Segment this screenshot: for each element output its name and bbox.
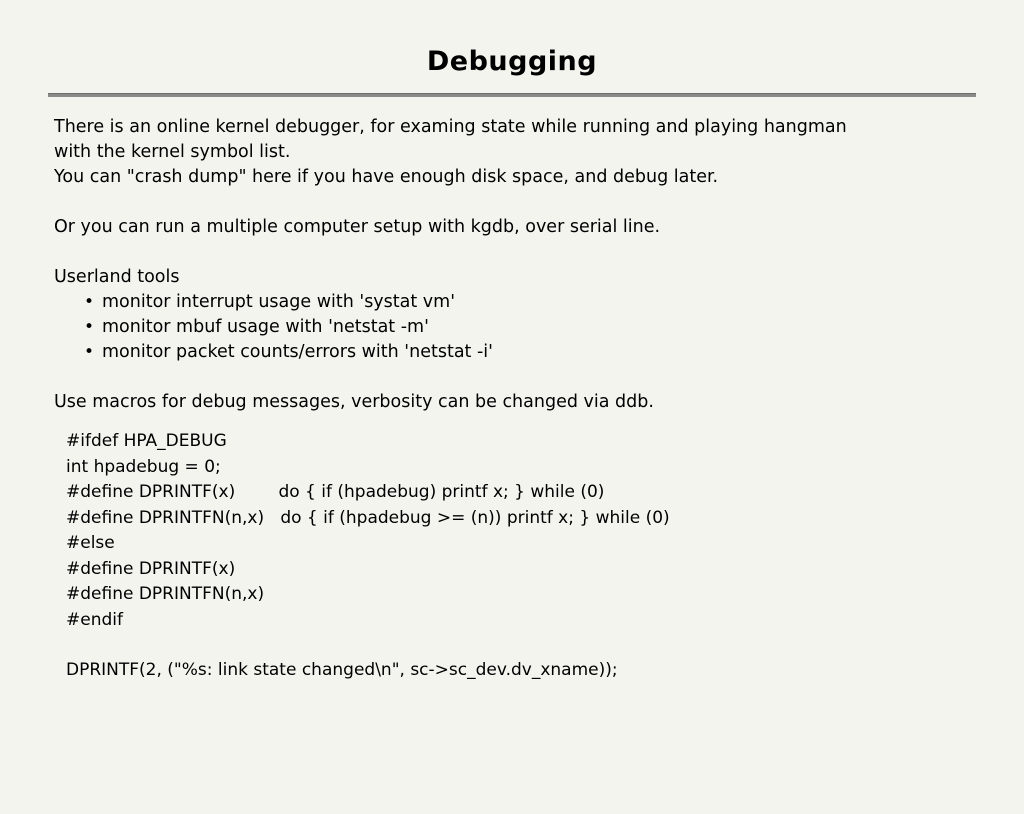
paragraph-line: Use macros for debug messages, verbosity can be changed via ddb. [54, 392, 654, 412]
paragraph-line: with the kernel symbol list. [54, 142, 291, 162]
bullet-list [54, 290, 972, 365]
code-line: #endif [66, 609, 123, 630]
code-line: #define DPRINTF(x) [66, 558, 236, 579]
spacer [54, 365, 972, 390]
spacer [54, 190, 972, 215]
code-line: #define DPRINTFN(n,x) [66, 584, 265, 604]
list-item: • monitor mbuf usage with 'netstat -m' [80, 315, 972, 340]
paragraph-line: Userland tools [54, 267, 180, 287]
paragraph-userland-tools [54, 265, 972, 290]
code-block [54, 429, 972, 684]
code-line: int hpadebug = 0; [66, 456, 221, 477]
paragraph-intro [54, 115, 972, 190]
slide-body [0, 115, 1024, 684]
paragraph-line: You can "crash dump" here if you have enough disk space, and debug later. [54, 167, 719, 187]
code-line: #else [66, 533, 115, 553]
list-item: • monitor interrupt usage with 'systat vm' [80, 290, 972, 315]
code-line: #define DPRINTFN(n,x) do { if (hpadebug >= (n)) printf x; } while (0) [66, 507, 670, 528]
slide [0, 46, 1024, 814]
spacer [66, 633, 972, 658]
spacer [54, 240, 972, 265]
page-title: Debugging [426, 46, 598, 77]
paragraph-macros [54, 390, 972, 415]
paragraph-kgdb [54, 215, 972, 240]
list-item: • monitor packet counts/errors with 'netstat -i' [80, 340, 972, 365]
title-divider [48, 93, 976, 97]
paragraph-line: There is an online kernel debugger, for examing state while running and playing hangman [54, 117, 847, 137]
code-example-line: DPRINTF(2, ("%s: link state changed\n", sc->sc_dev.dv_xname)); [66, 660, 618, 680]
code-line: #define DPRINTF(x) do { if (hpadebug) printf x; } while (0) [66, 482, 605, 502]
code-line: #ifdef HPA_DEBUG [66, 431, 227, 451]
paragraph-line: Or you can run a multiple computer setup with kgdb, over serial line. [54, 217, 661, 237]
